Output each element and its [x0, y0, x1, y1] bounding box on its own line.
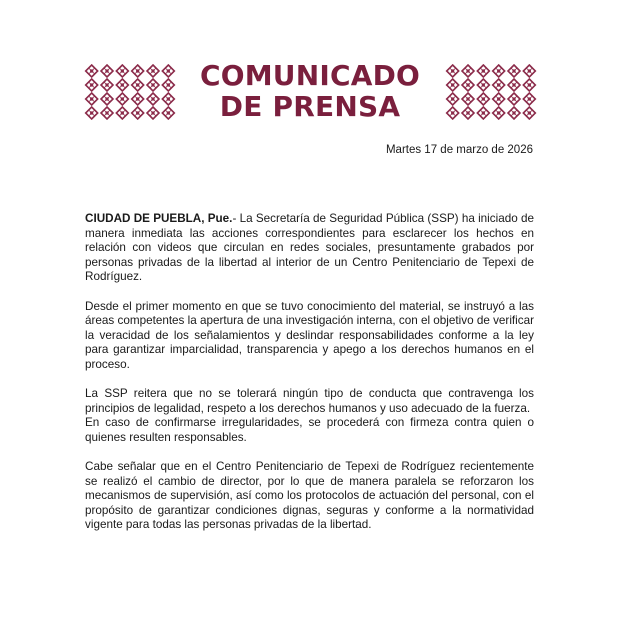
- paragraph-5: Cabe señalar que en el Centro Penitenciario de Tepexi de Rodríguez recientemente se realizó el cambio de director, por lo que de manera paralela se reforzaron los mecanismos de supervisión, así como los protocolos de actuación del personal, con el propósito de garantizar condiciones dignas, seguras y conforme a la normatividad vigente para todas las personas privadas de la libertad.: [85, 460, 534, 532]
- pattern-motif: [132, 107, 144, 119]
- pattern-motif: [493, 107, 505, 119]
- pattern-cross: [511, 96, 517, 102]
- pattern-cross: [104, 82, 110, 88]
- pattern-motif: [86, 65, 98, 77]
- pattern-cross: [89, 96, 95, 102]
- pattern-motif: [508, 65, 520, 77]
- pattern-cross: [119, 82, 125, 88]
- pattern-cross: [89, 110, 95, 116]
- pattern-motif: [462, 79, 474, 91]
- pattern-motif: [447, 107, 459, 119]
- pattern-motif: [86, 93, 98, 105]
- pattern-cross: [165, 68, 171, 74]
- pattern-motif: [462, 65, 474, 77]
- pattern-motif: [101, 65, 113, 77]
- pattern-motif: [508, 93, 520, 105]
- decorative-pattern-right: [445, 64, 537, 120]
- pattern-cross: [150, 110, 156, 116]
- pattern-motif: [523, 79, 535, 91]
- pattern-cross: [119, 96, 125, 102]
- pattern-motif: [477, 93, 489, 105]
- pattern-motif: [523, 107, 535, 119]
- pattern-cross: [465, 96, 471, 102]
- pattern-cross: [480, 68, 486, 74]
- pattern-motif: [447, 93, 459, 105]
- pattern-cross: [165, 96, 171, 102]
- pattern-cross: [496, 110, 502, 116]
- pattern-motif: [523, 93, 535, 105]
- pattern-motif: [508, 79, 520, 91]
- pattern-cross: [526, 82, 532, 88]
- pattern-motif: [447, 79, 459, 91]
- pattern-motif: [147, 107, 159, 119]
- press-body: [85, 212, 534, 548]
- pattern-cross: [480, 82, 486, 88]
- pattern-cross: [496, 82, 502, 88]
- pattern-cross: [465, 82, 471, 88]
- pattern-motif: [477, 65, 489, 77]
- pattern-cross: [526, 68, 532, 74]
- pattern-cross: [511, 68, 517, 74]
- pattern-motif: [462, 93, 474, 105]
- pattern-motif: [147, 93, 159, 105]
- pattern-cross: [450, 96, 456, 102]
- pattern-motif: [462, 107, 474, 119]
- pattern-motif: [162, 107, 174, 119]
- pattern-cross: [480, 96, 486, 102]
- pattern-cross: [89, 82, 95, 88]
- pattern-cross: [496, 96, 502, 102]
- press-date: Martes 17 de marzo de 2026: [385, 144, 533, 156]
- pattern-motif: [493, 79, 505, 91]
- pattern-motif: [101, 93, 113, 105]
- pattern-motif: [493, 93, 505, 105]
- pattern-cross: [135, 96, 141, 102]
- pattern-cross: [104, 96, 110, 102]
- paragraph-1: [85, 212, 534, 285]
- pattern-cross: [150, 96, 156, 102]
- paragraph-1-text: - La Secretaría de Seguridad Pública (SSP) ha iniciado de manera inmediata las acciones correspondientes para esclarecer los hechos en relación con videos que circulan en redes sociales, presuntamente grabados por personas privadas de la libertad al interior de un Centro Penitenciario de Tepexi de Rodríguez.: [85, 212, 534, 284]
- pattern-cross: [119, 110, 125, 116]
- pattern-motif: [147, 65, 159, 77]
- paragraph-4: En caso de confirmarse irregularidades, se procederá con firmeza contra quien o quienes resulten responsables.: [85, 416, 534, 444]
- pattern-motif: [162, 65, 174, 77]
- pattern-cross: [511, 110, 517, 116]
- pattern-cross: [465, 68, 471, 74]
- pattern-cross: [119, 68, 125, 74]
- pattern-motif: [162, 93, 174, 105]
- pattern-motif: [132, 79, 144, 91]
- pattern-motif: [523, 65, 535, 77]
- press-header: [0, 58, 619, 128]
- pattern-cross: [165, 110, 171, 116]
- pattern-cross: [465, 110, 471, 116]
- pattern-cross: [480, 110, 486, 116]
- pattern-cross: [104, 68, 110, 74]
- pattern-motif: [116, 65, 128, 77]
- pattern-cross: [135, 110, 141, 116]
- pattern-motif: [86, 107, 98, 119]
- pattern-motif: [493, 65, 505, 77]
- pattern-cross: [450, 82, 456, 88]
- pattern-cross: [135, 82, 141, 88]
- pattern-motif: [508, 107, 520, 119]
- pattern-cross: [150, 82, 156, 88]
- decorative-pattern-left: [84, 64, 176, 120]
- pattern-cross: [526, 96, 532, 102]
- pattern-cross: [165, 82, 171, 88]
- pattern-motif: [162, 79, 174, 91]
- pattern-cross: [450, 68, 456, 74]
- pattern-motif: [101, 107, 113, 119]
- pattern-motif: [132, 65, 144, 77]
- paragraph-2: Desde el primer momento en que se tuvo conocimiento del material, se instruyó a las áreas competentes la apertura de una investigación interna, con el objetivo de verificar la veracidad de los señalamientos y deslindar responsabilidades conforme a la ley para garantizar imparcialidad, transparencia y apego a los derechos humanos en el proceso.: [85, 299, 534, 371]
- pattern-cross: [135, 68, 141, 74]
- pattern-motif: [86, 79, 98, 91]
- pattern-motif: [447, 65, 459, 77]
- pattern-cross: [496, 68, 502, 74]
- pattern-cross: [511, 82, 517, 88]
- pattern-motif: [147, 79, 159, 91]
- pattern-cross: [104, 110, 110, 116]
- pattern-motif: [101, 79, 113, 91]
- pattern-cross: [526, 110, 532, 116]
- pattern-cross: [450, 110, 456, 116]
- pattern-motif: [132, 93, 144, 105]
- pattern-motif: [116, 93, 128, 105]
- title-line-2: DE PRENSA: [219, 90, 401, 123]
- pattern-motif: [477, 107, 489, 119]
- pattern-cross: [150, 68, 156, 74]
- pattern-motif: [116, 107, 128, 119]
- pattern-cross: [89, 68, 95, 74]
- pattern-motif: [477, 79, 489, 91]
- pattern-motif: [116, 79, 128, 91]
- title-line-1: COMUNICADO: [199, 59, 421, 92]
- dateline: CIUDAD DE PUEBLA, Pue.: [85, 212, 233, 225]
- page-title: [180, 60, 440, 122]
- paragraph-3: La SSP reitera que no se tolerará ningún tipo de conducta que contravenga los principios de legalidad, respeto a los derechos humanos y uso adecuado de la fuerza.: [85, 387, 534, 415]
